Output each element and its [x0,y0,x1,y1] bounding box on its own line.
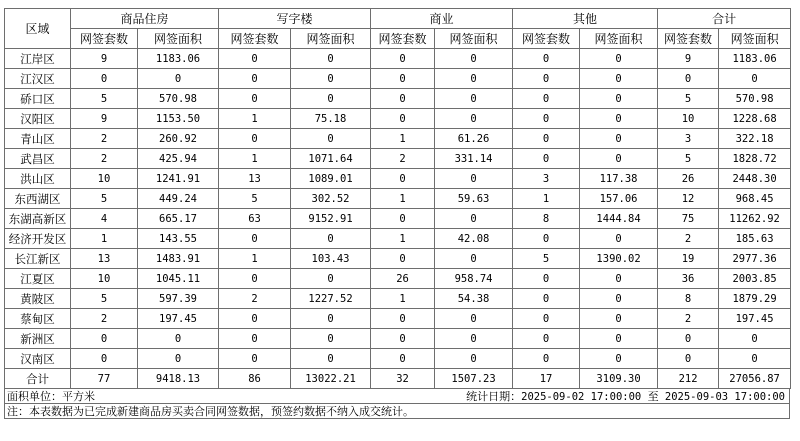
area-cell: 9152.91 [291,209,371,229]
table-row [5,89,791,109]
header-row-groups [5,9,791,29]
area-cell: 0 [580,129,658,149]
area-cell: 1483.91 [138,249,219,269]
count-cell: 0 [371,209,435,229]
area-cell: 331.14 [435,149,513,169]
area-cell: 1828.72 [719,149,791,169]
area-cell: 13022.21 [291,369,371,389]
count-cell: 0 [219,49,291,69]
stats-sheet [4,8,790,419]
area-cell: 2003.85 [719,269,791,289]
count-cell: 2 [71,129,138,149]
area-cell: 1879.29 [719,289,791,309]
count-cell: 1 [219,149,291,169]
table-row [5,109,791,129]
footer-info-row [4,389,790,404]
count-cell: 5 [658,89,719,109]
area-cell: 449.24 [138,189,219,209]
district-cell: 江岸区 [5,49,71,69]
count-cell: 2 [219,289,291,309]
area-cell: 27056.87 [719,369,791,389]
count-cell: 2 [71,149,138,169]
count-cell: 3 [513,169,580,189]
count-cell: 3 [658,129,719,149]
district-cell: 东湖高新区 [5,209,71,229]
area-cell: 0 [291,329,371,349]
area-cell: 968.45 [719,189,791,209]
district-cell: 经济开发区 [5,229,71,249]
count-cell: 19 [658,249,719,269]
count-cell: 0 [371,309,435,329]
area-cell: 0 [291,49,371,69]
area-cell: 425.94 [138,149,219,169]
count-cell: 26 [658,169,719,189]
table-row [5,249,791,269]
table-row [5,289,791,309]
area-cell: 3109.30 [580,369,658,389]
area-cell: 1183.06 [138,49,219,69]
group-header-total: 合计 [658,9,791,29]
count-cell: 0 [219,229,291,249]
area-cell: 0 [580,109,658,129]
count-cell: 32 [371,369,435,389]
area-cell: 75.18 [291,109,371,129]
area-cell: 597.39 [138,289,219,309]
count-cell: 5 [219,189,291,209]
count-cell: 10 [71,269,138,289]
count-cell: 1 [371,289,435,309]
count-cell: 0 [371,69,435,89]
area-cell: 0 [580,49,658,69]
count-cell: 0 [371,349,435,369]
area-cell: 0 [291,309,371,329]
area-cell: 185.63 [719,229,791,249]
count-cell: 5 [513,249,580,269]
district-cell: 东西湖区 [5,189,71,209]
area-cell: 157.06 [580,189,658,209]
count-cell: 0 [219,349,291,369]
area-cell: 0 [580,89,658,109]
count-cell: 0 [513,89,580,109]
district-cell: 江汉区 [5,69,71,89]
area-cell: 1045.11 [138,269,219,289]
table-row [5,349,791,369]
count-cell: 0 [658,349,719,369]
table-row [5,329,791,349]
area-cell: 59.63 [435,189,513,209]
district-header: 区域 [5,9,71,49]
area-cell: 0 [138,349,219,369]
table-row [5,149,791,169]
count-cell: 77 [71,369,138,389]
count-cell: 0 [219,309,291,329]
count-cell: 0 [513,329,580,349]
area-cell: 570.98 [719,89,791,109]
area-cell: 1183.06 [719,49,791,69]
table-row [5,229,791,249]
count-cell: 8 [658,289,719,309]
count-cell: 0 [71,69,138,89]
table-row [5,309,791,329]
count-cell: 8 [513,209,580,229]
area-cell: 0 [580,149,658,169]
count-cell: 0 [513,69,580,89]
area-cell: 0 [580,269,658,289]
area-cell: 2448.30 [719,169,791,189]
count-cell: 0 [513,149,580,169]
count-cell: 75 [658,209,719,229]
district-cell: 合计 [5,369,71,389]
stat-date-to: 至 [647,390,659,403]
area-cell: 0 [435,49,513,69]
area-cell: 1390.02 [580,249,658,269]
count-cell: 12 [658,189,719,209]
unit-label: 面积单位：平方米 [7,390,95,403]
district-cell: 黄陂区 [5,289,71,309]
area-cell: 570.98 [138,89,219,109]
table-row [5,169,791,189]
group-header-residential: 商品住房 [71,9,219,29]
count-cell: 63 [219,209,291,229]
area-cell: 61.26 [435,129,513,149]
subheader-count: 网签套数 [219,29,291,49]
area-cell: 0 [435,89,513,109]
count-cell: 0 [371,169,435,189]
count-cell: 0 [371,329,435,349]
area-cell: 1153.50 [138,109,219,129]
table-row [5,129,791,149]
count-cell: 9 [71,109,138,129]
area-cell: 260.92 [138,129,219,149]
count-cell: 5 [71,189,138,209]
count-cell: 5 [71,289,138,309]
subheader-area: 网签面积 [719,29,791,49]
district-cell: 汉阳区 [5,109,71,129]
count-cell: 1 [71,229,138,249]
count-cell: 4 [71,209,138,229]
count-cell: 1 [219,109,291,129]
area-cell: 0 [138,329,219,349]
header-row-subcolumns [5,29,791,49]
count-cell: 0 [219,329,291,349]
count-cell: 0 [513,269,580,289]
area-cell: 958.74 [435,269,513,289]
count-cell: 10 [658,109,719,129]
count-cell: 0 [513,129,580,149]
area-cell: 0 [719,349,791,369]
area-cell: 1228.68 [719,109,791,129]
area-cell: 0 [435,309,513,329]
count-cell: 1 [513,189,580,209]
area-cell: 0 [580,329,658,349]
count-cell: 0 [371,49,435,69]
area-cell: 0 [580,69,658,89]
area-cell: 0 [138,69,219,89]
table-row [5,209,791,229]
area-cell: 0 [435,169,513,189]
area-cell: 322.18 [719,129,791,149]
area-cell: 0 [580,349,658,369]
count-cell: 5 [658,149,719,169]
area-cell: 0 [580,229,658,249]
count-cell: 212 [658,369,719,389]
area-cell: 0 [435,69,513,89]
group-header-commercial: 商业 [371,9,513,29]
subheader-area: 网签面积 [138,29,219,49]
count-cell: 1 [371,229,435,249]
count-cell: 0 [513,289,580,309]
area-cell: 1227.52 [291,289,371,309]
count-cell: 0 [513,229,580,249]
count-cell: 1 [219,249,291,269]
count-cell: 9 [658,49,719,69]
stat-date-end: 2025-09-03 17:00:00 [664,391,785,403]
area-cell: 2977.36 [719,249,791,269]
area-cell: 0 [435,249,513,269]
count-cell: 0 [219,89,291,109]
area-cell: 1241.91 [138,169,219,189]
subheader-count: 网签套数 [371,29,435,49]
table-row [5,189,791,209]
count-cell: 0 [513,309,580,329]
count-cell: 0 [71,349,138,369]
count-cell: 1 [371,129,435,149]
district-cell: 硚口区 [5,89,71,109]
count-cell: 13 [219,169,291,189]
count-cell: 26 [371,269,435,289]
table-body [5,49,791,389]
count-cell: 0 [658,69,719,89]
area-cell: 0 [580,289,658,309]
subheader-area: 网签面积 [580,29,658,49]
count-cell: 1 [371,189,435,209]
subheader-count: 网签套数 [658,29,719,49]
stat-date-start: 2025-09-02 17:00:00 [521,391,642,403]
table-row [5,269,791,289]
area-cell: 0 [291,129,371,149]
area-cell: 0 [435,209,513,229]
count-cell: 36 [658,269,719,289]
district-cell: 长江新区 [5,249,71,269]
district-cell: 蔡甸区 [5,309,71,329]
count-cell: 2 [658,229,719,249]
area-cell: 9418.13 [138,369,219,389]
table-row [5,69,791,89]
area-cell: 0 [291,349,371,369]
district-cell: 江夏区 [5,269,71,289]
area-cell: 0 [291,269,371,289]
district-cell: 汉南区 [5,349,71,369]
area-cell: 0 [435,349,513,369]
count-cell: 0 [513,49,580,69]
area-cell: 0 [435,109,513,129]
district-cell: 青山区 [5,129,71,149]
area-cell: 302.52 [291,189,371,209]
count-cell: 10 [71,169,138,189]
count-cell: 0 [371,109,435,129]
area-cell: 665.17 [138,209,219,229]
total-row [5,369,791,389]
count-cell: 2 [71,309,138,329]
count-cell: 2 [371,149,435,169]
stat-date-label: 统计日期： [466,390,522,403]
count-cell: 2 [658,309,719,329]
area-cell: 1444.84 [580,209,658,229]
district-cell: 武昌区 [5,149,71,169]
area-cell: 1071.64 [291,149,371,169]
count-cell: 0 [513,349,580,369]
area-cell: 11262.92 [719,209,791,229]
count-cell: 13 [71,249,138,269]
area-cell: 54.38 [435,289,513,309]
count-cell: 5 [71,89,138,109]
area-cell: 0 [719,69,791,89]
group-header-other: 其他 [513,9,658,29]
count-cell: 17 [513,369,580,389]
count-cell: 0 [371,249,435,269]
area-cell: 197.45 [719,309,791,329]
count-cell: 0 [219,269,291,289]
stat-date [466,389,785,405]
area-cell: 1089.01 [291,169,371,189]
area-cell: 0 [435,329,513,349]
area-cell: 42.08 [435,229,513,249]
subheader-area: 网签面积 [435,29,513,49]
count-cell: 0 [371,89,435,109]
count-cell: 86 [219,369,291,389]
area-cell: 0 [291,69,371,89]
count-cell: 0 [219,69,291,89]
count-cell: 0 [71,329,138,349]
count-cell: 0 [513,109,580,129]
district-cell: 洪山区 [5,169,71,189]
district-cell: 新洲区 [5,329,71,349]
area-cell: 0 [291,229,371,249]
subheader-count: 网签套数 [71,29,138,49]
area-cell: 0 [719,329,791,349]
area-cell: 197.45 [138,309,219,329]
table-row [5,49,791,69]
note-row: 注：本表数据为已完成新建商品房买卖合同网签数据，预签约数据不纳入成交统计。 [4,404,790,419]
area-cell: 0 [580,309,658,329]
subheader-area: 网签面积 [291,29,371,49]
group-header-office: 写字楼 [219,9,371,29]
area-cell: 143.55 [138,229,219,249]
count-cell: 0 [658,329,719,349]
sales-table [4,8,791,389]
area-cell: 0 [291,89,371,109]
count-cell: 0 [219,129,291,149]
subheader-count: 网签套数 [513,29,580,49]
area-cell: 1507.23 [435,369,513,389]
area-cell: 103.43 [291,249,371,269]
count-cell: 9 [71,49,138,69]
area-cell: 117.38 [580,169,658,189]
